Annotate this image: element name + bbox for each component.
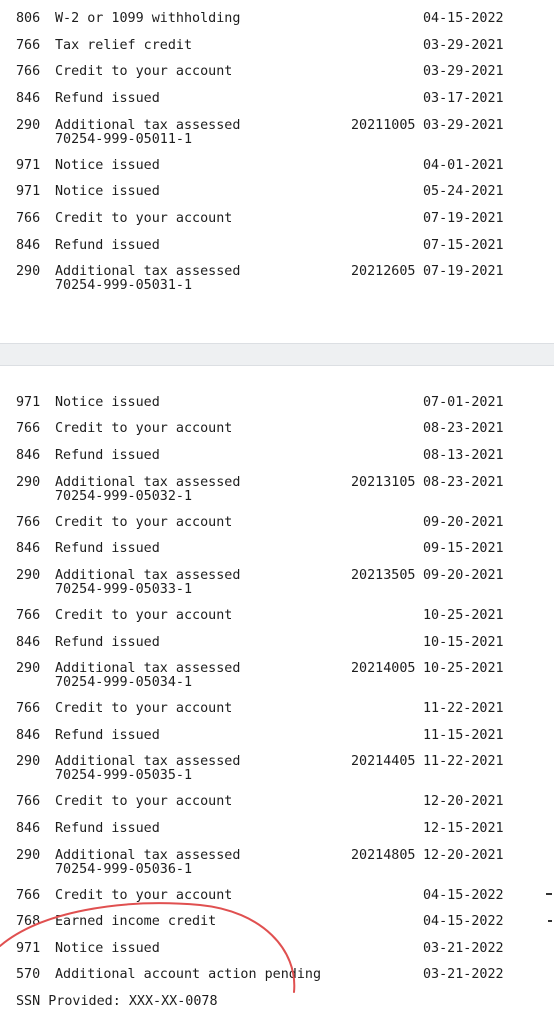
transaction-code: 290 — [16, 848, 41, 863]
transaction-description: Refund issued — [55, 728, 160, 743]
transaction-code: 290 — [16, 118, 41, 133]
transaction-date: 10-25-2021 — [423, 661, 504, 676]
transaction-date: 12-15-2021 — [423, 821, 504, 836]
transaction-code: 290 — [16, 475, 41, 490]
transaction-code: 290 — [16, 568, 41, 583]
description-text: Additional tax assessed — [55, 475, 241, 490]
description-text: Additional tax assessed — [55, 264, 241, 279]
transaction-code: 971 — [16, 395, 41, 410]
transaction-date: 08-23-2021 — [423, 421, 504, 436]
transaction-code: 846 — [16, 238, 41, 253]
transaction-date: 03-29-2021 — [423, 38, 504, 53]
document-locator-number: 70254-999-05032-1 — [55, 489, 193, 504]
cycle-number: 20213105 — [351, 475, 416, 490]
transaction-description: Credit to your account — [55, 794, 233, 809]
transaction-description — [55, 265, 240, 293]
cycle-number: 20211005 — [351, 118, 416, 133]
transaction-description — [55, 662, 240, 690]
transaction-date: 10-15-2021 — [423, 635, 504, 650]
transaction-date: 04-15-2022 — [423, 11, 504, 26]
document-locator-number: 70254-999-05031-1 — [55, 278, 193, 293]
transaction-code: 766 — [16, 38, 41, 53]
cut-off-text: SSN Provided: XXX-XX-0078 — [16, 994, 218, 1009]
transaction-code: 846 — [16, 728, 41, 743]
transaction-code: 846 — [16, 91, 41, 106]
transaction-date: 04-15-2022 — [423, 914, 504, 929]
transaction-code: 766 — [16, 701, 41, 716]
transaction-description: Refund issued — [55, 448, 160, 463]
transaction-description: Credit to your account — [55, 515, 233, 530]
transaction-description: Refund issued — [55, 91, 160, 106]
transaction-description — [55, 476, 240, 504]
transaction-code: 806 — [16, 11, 41, 26]
transaction-date: 04-01-2021 — [423, 158, 504, 173]
transaction-date: 11-15-2021 — [423, 728, 504, 743]
transaction-description: Credit to your account — [55, 64, 233, 79]
cycle-number: 20214005 — [351, 661, 416, 676]
transaction-date: 03-21-2022 — [423, 967, 504, 982]
transaction-code: 766 — [16, 64, 41, 79]
edge-mark — [548, 920, 552, 922]
cycle-number: 20214405 — [351, 754, 416, 769]
transcript-page-1 — [0, 0, 554, 343]
transaction-date: 03-29-2021 — [423, 64, 504, 79]
transaction-description: Additional account action pending — [55, 967, 322, 982]
transaction-code: 290 — [16, 754, 41, 769]
transaction-code: 766 — [16, 421, 41, 436]
cycle-number: 20212605 — [351, 264, 416, 279]
transaction-description: Tax relief credit — [55, 38, 193, 53]
transaction-description: Credit to your account — [55, 888, 233, 903]
transaction-description — [55, 569, 240, 597]
document-locator-number: 70254-999-05011-1 — [55, 132, 193, 147]
document-locator-number: 70254-999-05034-1 — [55, 675, 193, 690]
transaction-date: 07-15-2021 — [423, 238, 504, 253]
transaction-description: W-2 or 1099 withholding — [55, 11, 241, 26]
transaction-code: 846 — [16, 821, 41, 836]
transaction-description: Refund issued — [55, 821, 160, 836]
transaction-date: 09-15-2021 — [423, 541, 504, 556]
transaction-date: 12-20-2021 — [423, 794, 504, 809]
transaction-date: 09-20-2021 — [423, 568, 504, 583]
transaction-description — [55, 119, 240, 147]
transaction-code: 766 — [16, 608, 41, 623]
transaction-date: 08-23-2021 — [423, 475, 504, 490]
transaction-code: 846 — [16, 448, 41, 463]
transaction-code: 766 — [16, 794, 41, 809]
document-locator-number: 70254-999-05036-1 — [55, 862, 193, 877]
transaction-description — [55, 755, 240, 783]
transaction-code: 768 — [16, 914, 41, 929]
transaction-description: Earned income credit — [55, 914, 217, 929]
transaction-date: 10-25-2021 — [423, 608, 504, 623]
cycle-number: 20213505 — [351, 568, 416, 583]
transaction-code: 570 — [16, 967, 41, 982]
transaction-code: 766 — [16, 515, 41, 530]
transaction-code: 290 — [16, 661, 41, 676]
description-text: Additional tax assessed — [55, 118, 241, 133]
transaction-description: Refund issued — [55, 541, 160, 556]
edge-mark — [546, 893, 552, 895]
transaction-code: 766 — [16, 211, 41, 226]
transaction-code: 971 — [16, 184, 41, 199]
transaction-date: 11-22-2021 — [423, 701, 504, 716]
description-text: Additional tax assessed — [55, 848, 241, 863]
transaction-date: 08-13-2021 — [423, 448, 504, 463]
transaction-description: Refund issued — [55, 635, 160, 650]
transaction-date: 03-21-2022 — [423, 941, 504, 956]
transaction-description: Notice issued — [55, 941, 160, 956]
page-break — [0, 343, 554, 366]
document-locator-number: 70254-999-05033-1 — [55, 582, 193, 597]
transaction-date: 07-01-2021 — [423, 395, 504, 410]
transaction-date: 11-22-2021 — [423, 754, 504, 769]
document-locator-number: 70254-999-05035-1 — [55, 768, 193, 783]
transaction-description: Credit to your account — [55, 421, 233, 436]
transaction-code: 846 — [16, 635, 41, 650]
transaction-description: Notice issued — [55, 395, 160, 410]
transaction-date: 03-17-2021 — [423, 91, 504, 106]
transaction-date: 12-20-2021 — [423, 848, 504, 863]
description-text: Additional tax assessed — [55, 568, 241, 583]
transaction-description — [55, 849, 240, 877]
description-text: Additional tax assessed — [55, 661, 241, 676]
transaction-date: 04-15-2022 — [423, 888, 504, 903]
transaction-code: 846 — [16, 541, 41, 556]
transaction-code: 290 — [16, 264, 41, 279]
cycle-number: 20214805 — [351, 848, 416, 863]
transaction-code: 971 — [16, 158, 41, 173]
transaction-code: 766 — [16, 888, 41, 903]
transaction-description: Credit to your account — [55, 211, 233, 226]
transaction-description: Notice issued — [55, 158, 160, 173]
transaction-description: Credit to your account — [55, 608, 233, 623]
transaction-date: 03-29-2021 — [423, 118, 504, 133]
transaction-code: 971 — [16, 941, 41, 956]
transaction-description: Notice issued — [55, 184, 160, 199]
transaction-date: 07-19-2021 — [423, 211, 504, 226]
transaction-description: Refund issued — [55, 238, 160, 253]
description-text: Additional tax assessed — [55, 754, 241, 769]
transaction-date: 07-19-2021 — [423, 264, 504, 279]
transaction-description: Credit to your account — [55, 701, 233, 716]
transaction-date: 05-24-2021 — [423, 184, 504, 199]
transaction-date: 09-20-2021 — [423, 515, 504, 530]
